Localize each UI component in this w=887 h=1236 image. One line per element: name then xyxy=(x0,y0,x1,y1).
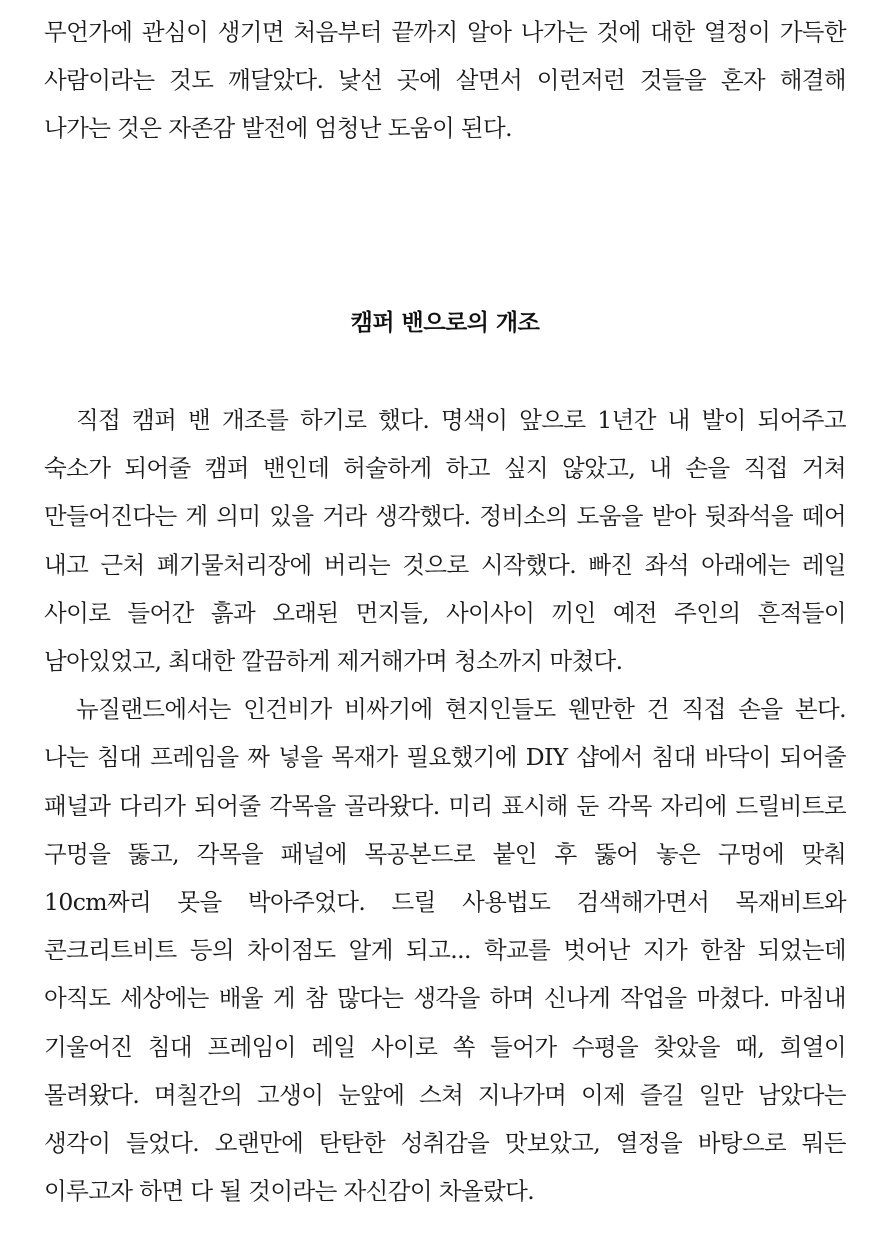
section-title: 캠퍼 밴으로의 개조 xyxy=(350,310,540,336)
body-paragraph-1: 직접 캠퍼 밴 개조를 하기로 했다. 명색이 앞으로 1년간 내 발이 되어주고 숙소가 되어줄 캠퍼 밴인데 허술하게 하고 싶지 않았고, 내 손을 직접 거쳐 만들어진다는 게 의미 있을 거라 생각했다. 정비소의 도움을 받아 뒷좌석을 떼어 내고 근처 폐기물처리장에 버리는 것으로 시작했다. 빠진 좌석 아래에는 레일 사이로 들어간 흙과 오래된 먼지들, 사이사이 끼인 예전 주인의 흔적들이 남아있었고, 최대한 깔끔하게 제거해가며 청소까지 마쳤다. xyxy=(44,406,846,676)
section-body xyxy=(44,396,846,1215)
intro-paragraph: 무언가에 관심이 생기면 처음부터 끝까지 알아 나가는 것에 대한 열정이 가득한 사람이라는 것도 깨달았다. 낯선 곳에 살면서 이런저런 것들을 혼자 해결해 나가는 것은 자존감 발전에 엄청난 도움이 된다. xyxy=(44,18,846,143)
body-paragraph-2: 뉴질랜드에서는 인건비가 비싸기에 현지인들도 웬만한 건 직접 손을 본다. 나는 침대 프레임을 짜 넣을 목재가 필요했기에 DIY 샵에서 침대 바닥이 되어줄 패널과 다리가 되어줄 각목을 골라왔다. 미리 표시해 둔 각목 자리에 드릴비트로 구멍을 뚫고, 각목을 패널에 목공본드로 붙인 후 뚫어 놓은 구멍에 맞춰 10cm짜리 못을 박아주었다. 드릴 사용법도 검색해가면서 목재비트와 콘크리트비트 등의 차이점도 알게 되고... 학교를 벗어난 지가 한참 되었는데 아직도 세상에는 배울 게 참 많다는 생각을 하며 신나게 작업을 마쳤다. 마침내 기울어진 침대 프레임이 레일 사이로 쏙 들어가 수평을 찾았을 때, 희열이 몰려왔다. 며칠간의 고생이 눈앞에 스쳐 지나가며 이제 즐길 일만 남았다는 생각이 들었다. 오랜만에 탄탄한 성취감을 맛보았고, 열정을 바탕으로 뭐든 이루고자 하면 다 될 것이라는 자신감이 차올랐다. xyxy=(44,695,846,1206)
